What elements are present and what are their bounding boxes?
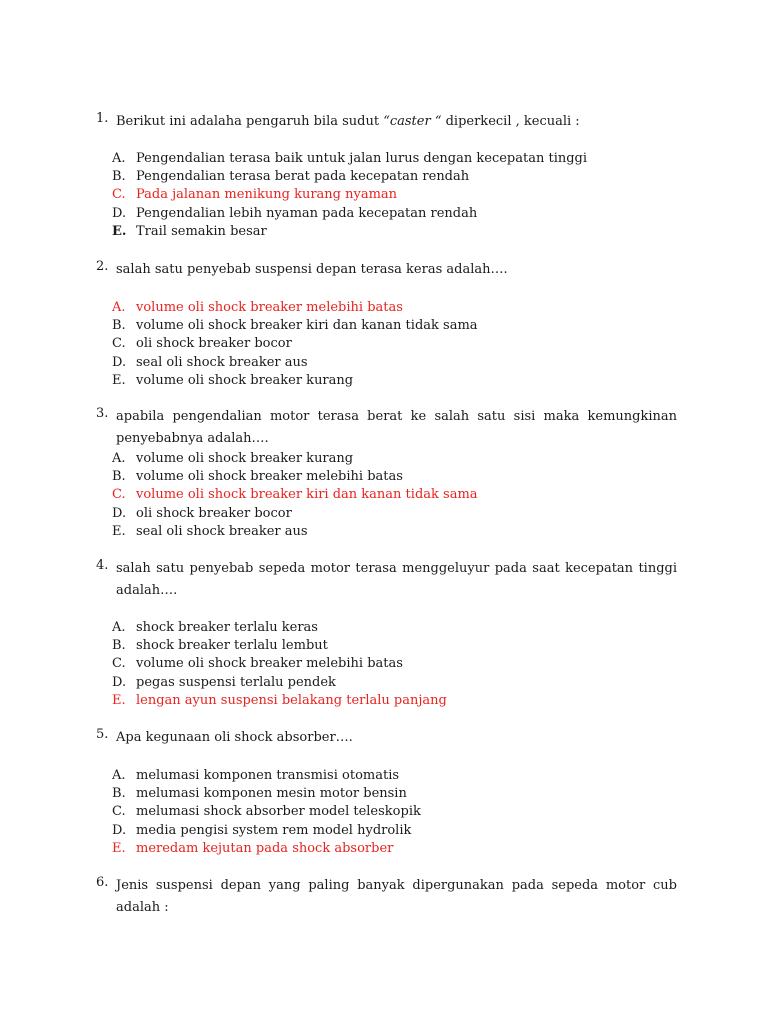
question-text: apabila pengendalian motor terasa berat ke salah satu sisi maka kemungkinan penyebabnya adalah…. — [116, 409, 677, 446]
question-text: Apa kegunaan oli shock absorber…. — [116, 730, 353, 745]
question-text: salah satu penyebab sepeda motor terasa menggeluyur pada saat kecepatan tinggi adalah…. — [116, 561, 677, 598]
question-number: 3. — [96, 406, 109, 421]
question-text: salah satu penyebab suspensi depan terasa keras adalah…. — [116, 262, 508, 277]
question-text: Jenis suspensi depan yang paling banyak dipergunakan pada sepeda motor cub adalah : — [116, 878, 677, 915]
question-number: 2. — [96, 259, 109, 274]
question-number: 4. — [96, 558, 109, 573]
question-number: 5. — [96, 727, 109, 742]
question-3 — [96, 406, 677, 450]
question-number: 6. — [96, 875, 109, 890]
question-4 — [96, 558, 677, 602]
question-5 — [96, 727, 677, 749]
question-text: Berikut ini adalaha pengaruh bila sudut “caster “ diperkecil , kecuali : — [116, 114, 580, 129]
question-2 — [96, 259, 677, 281]
caster-term: “caster “ — [383, 114, 442, 129]
question-6 — [96, 875, 677, 919]
question-number: 1. — [96, 111, 109, 126]
document-page: 1. Berikut ini adalaha pengaruh bila sudut “caster “ diperkecil , kecuali : A. Pengendalian terasa baik untuk jalan lurus dengan kecepatan tinggi B. Pengendalian terasa berat pada kecepatan rendah C. Pada jalanan menikung kurang nyaman D. Pengendalian lebih nyaman pada kecepatan rendah E. Trail semakin besar 2. salah satu penyebab suspensi depan terasa keras adalah…. A. volume oli shock breaker melebihi batas B. volume oli shock breaker kiri dan kanan tidak sama C. oli shock breaker bocor D. seal oli shock breaker aus E. volume oli shock breaker kurang 3. apabila pengendalian motor terasa berat ke salah satu sisi maka kemungkinan penyebabnya adalah…. A. volume oli shock breaker kurang B. volume oli shock breaker melebihi batas C. volume oli shock breaker kiri dan kanan tidak sama D. oli shock breaker bocor E. seal oli shock breaker aus 4. salah satu penyebab sepeda motor terasa menggeluyur pada saat kecepatan tinggi adalah…. A. shock breaker terlalu keras B. shock breaker terlalu lembut C. volume oli shock breaker melebihi batas D. pegas suspensi terlalu pendek E. lengan ayun suspensi belakang terlalu panjang 5. Apa kegunaan oli shock absorber…. A. melumasi komponen transmisi otomatis B. melumasi komponen mesin motor bensin C. melumasi shock absorber model teleskopik D. media pengisi system rem model hydrolik E. meredam kejutan pada shock absorber 6. Jenis suspensi depan yang paling banyak dipergunakan pada sepeda motor cub adalah : — [0, 0, 768, 1024]
question-1 — [96, 111, 677, 133]
